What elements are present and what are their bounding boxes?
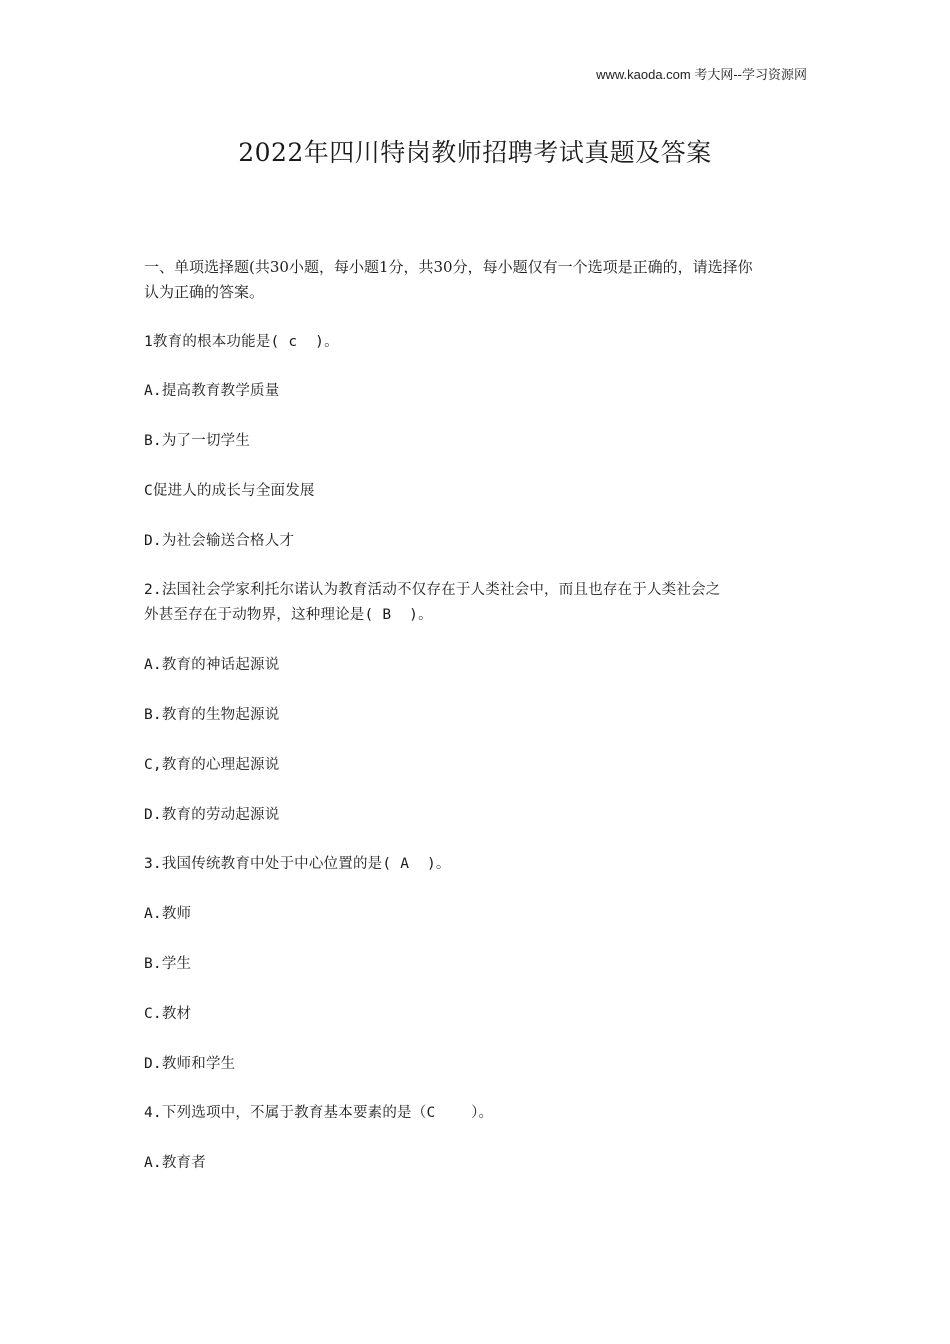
answer-option: A.教育者 (144, 1155, 206, 1171)
question-stem-continued: 外甚至存在于动物界，这种理论是( B )。 (144, 607, 433, 623)
answer-option: B.学生 (144, 956, 192, 972)
page-title: 2022年四川特岗教师招聘考试真题及答案 (238, 138, 712, 167)
header-source-label: www.kaoda.com 考大网--学习资源网 (596, 67, 807, 82)
question-stem: 4.下列选项中，不属于教育基本要素的是（C ）。 (144, 1105, 494, 1121)
answer-option: A.教师 (144, 906, 192, 922)
answer-option: C,教育的心理起源说 (144, 757, 280, 773)
answer-option: B.教育的生物起源说 (144, 707, 280, 723)
question-stem: 2.法国社会学家利托尔诺认为教育活动不仅存在于人类社会中，而且也存在于人类社会之 (144, 582, 721, 598)
section-heading-continued: 认为正确的答案。 (144, 283, 265, 301)
answer-option: D.教师和学生 (144, 1056, 236, 1072)
section-heading: 一、单项选择题(共30小题，每小题1分，共30分，每小题仅有一个选项是正确的，请选择你 (144, 258, 753, 276)
answer-option: C促进人的成长与全面发展 (144, 483, 315, 499)
answer-option: A.教育的神话起源说 (144, 657, 280, 673)
answer-option: C.教材 (144, 1006, 192, 1022)
answer-option: B.为了一切学生 (144, 433, 251, 449)
answer-option: A.提高教育教学质量 (144, 383, 280, 399)
question-stem: 1教育的根本功能是( c )。 (144, 334, 339, 350)
answer-option: D.为社会输送合格人才 (144, 533, 295, 549)
answer-option: D.教育的劳动起源说 (144, 807, 280, 823)
question-stem: 3.我国传统教育中处于中心位置的是( A )。 (144, 856, 451, 872)
